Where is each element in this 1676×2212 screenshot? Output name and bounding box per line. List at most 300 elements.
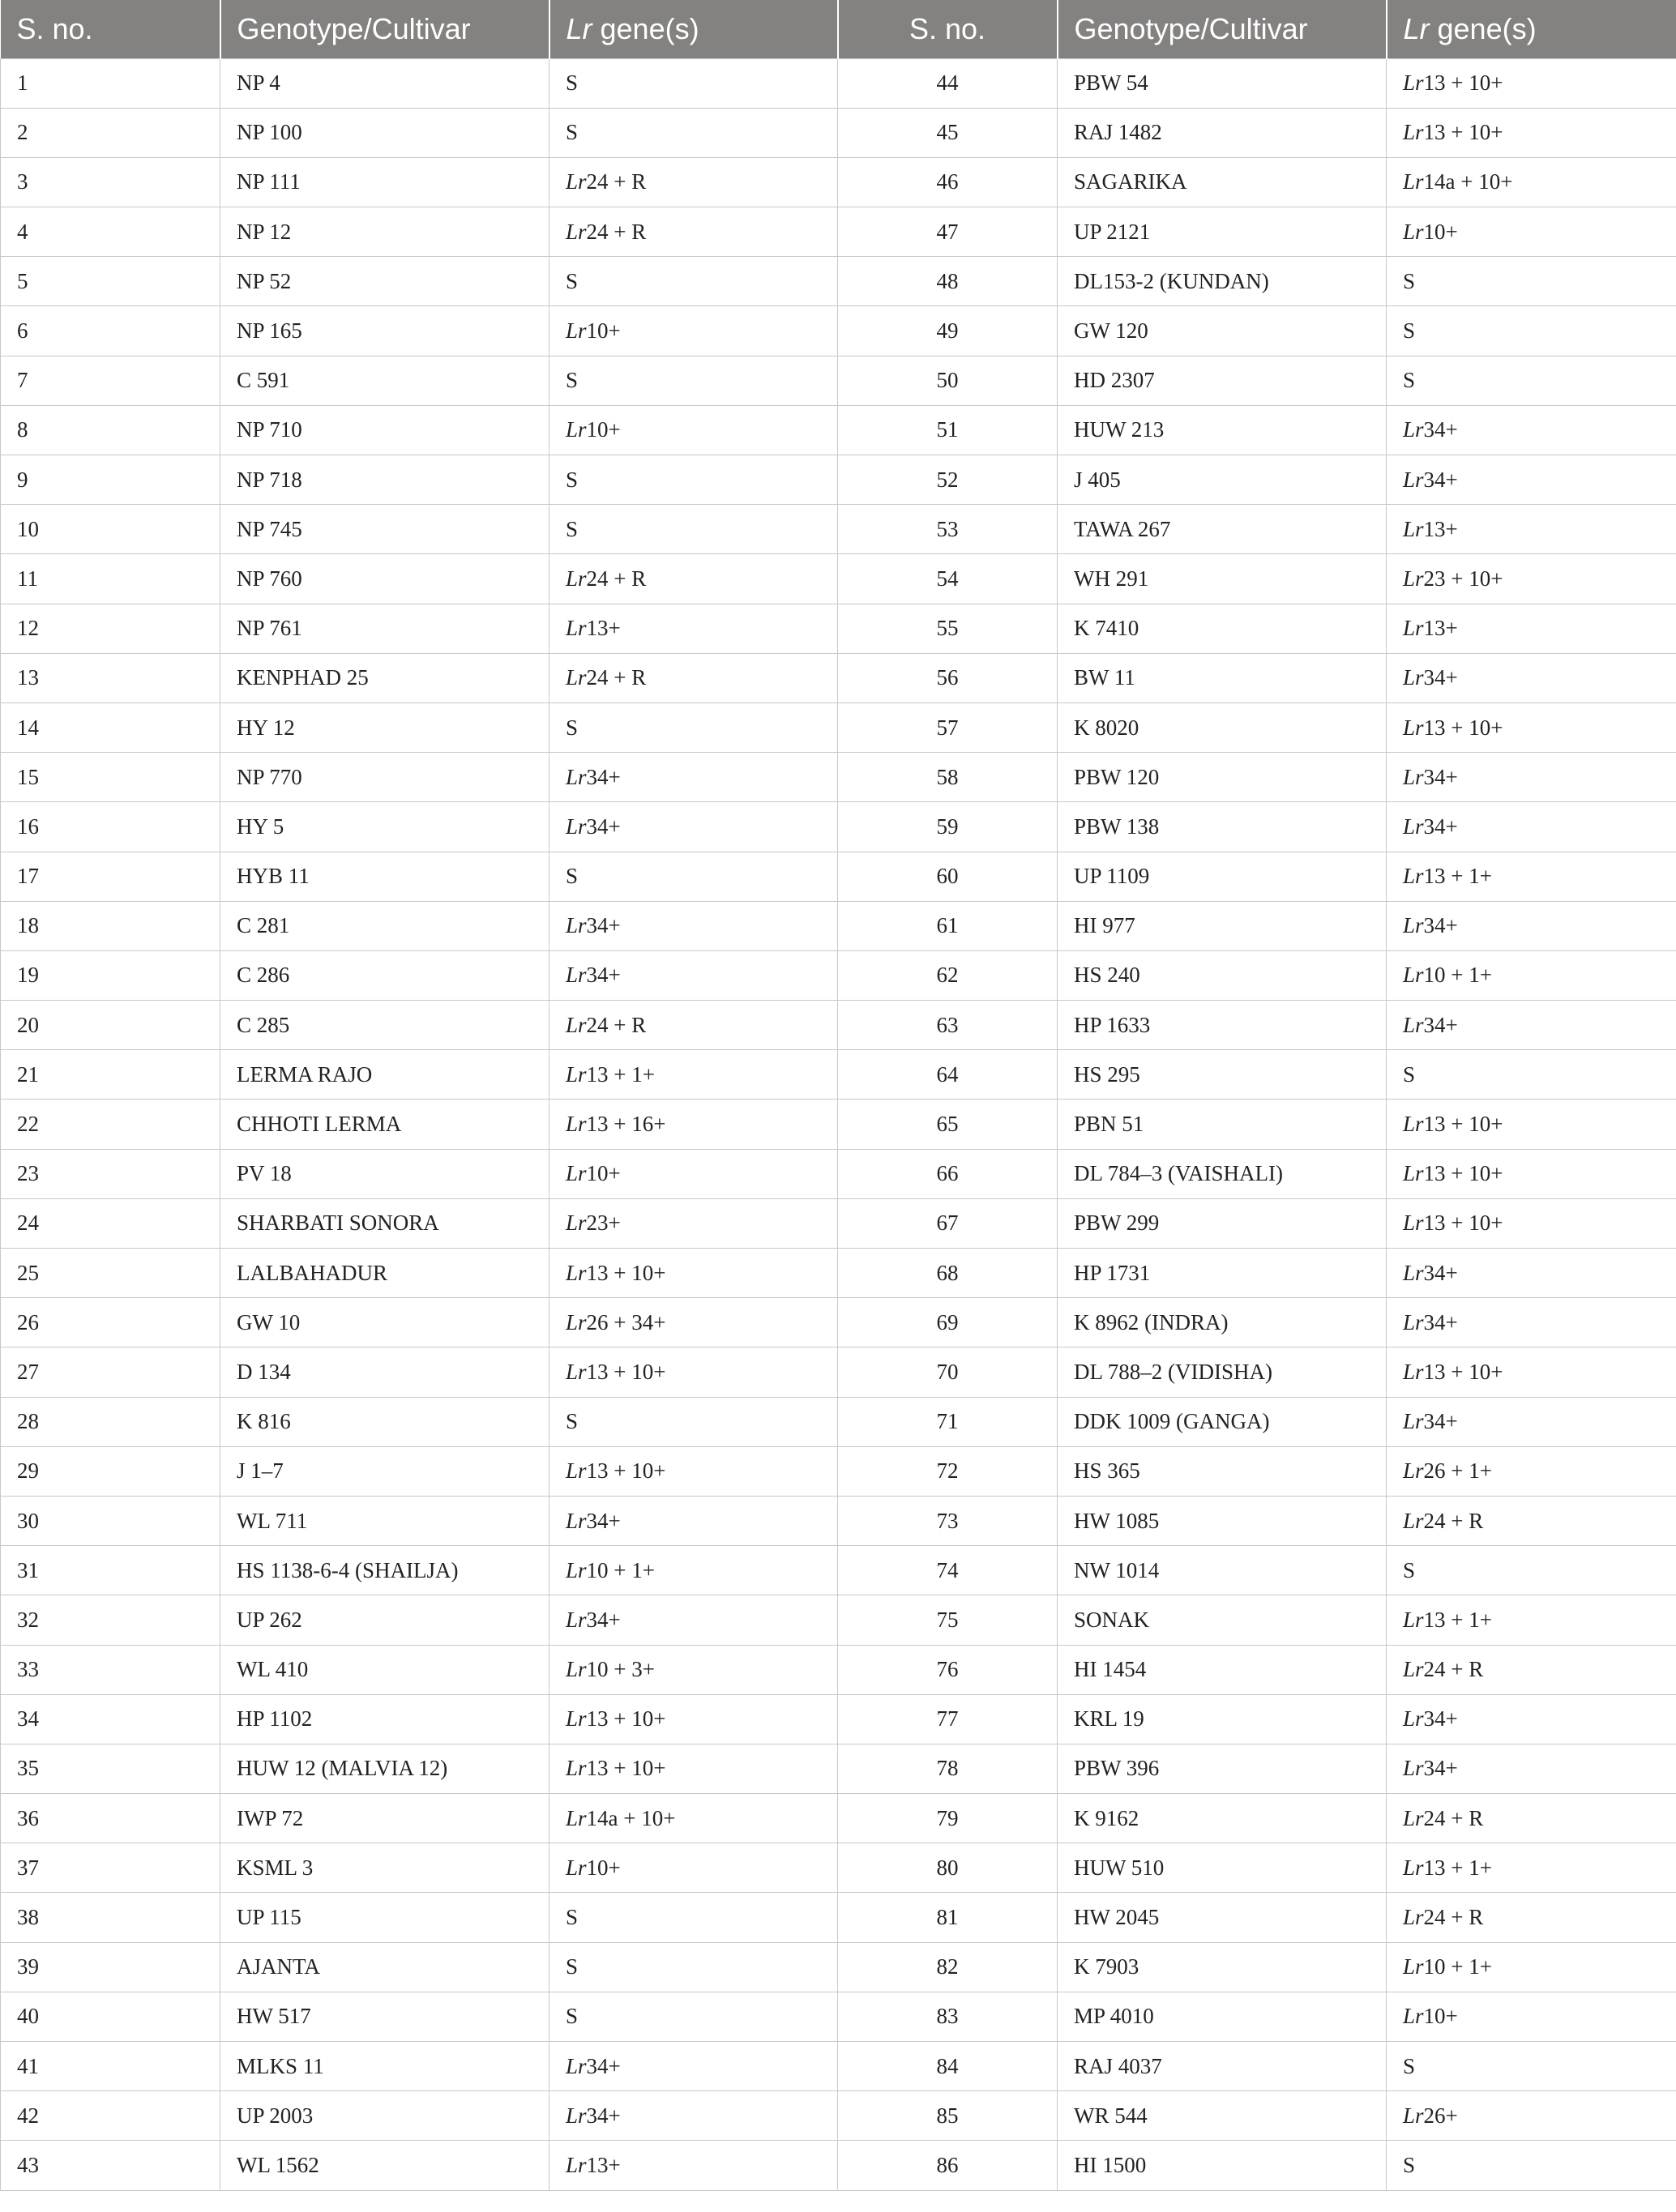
- cell-sno-right: 52: [838, 455, 1058, 505]
- cell-sno-right: 56: [838, 653, 1058, 702]
- cell-genotype-left: HP 1102: [220, 1694, 549, 1744]
- cell-genotype-left: UP 115: [220, 1893, 549, 1942]
- cell-lr-genes-left: S: [549, 257, 838, 306]
- cell-genotype-right: K 8962 (INDRA): [1058, 1298, 1387, 1347]
- cell-lr-genes-right: Lr34+: [1387, 1298, 1676, 1347]
- cell-genotype-left: AJANTA: [220, 1942, 549, 1992]
- cell-sno-left: 16: [1, 802, 220, 852]
- cell-sno-left: 24: [1, 1198, 220, 1248]
- cell-sno-left: 8: [1, 405, 220, 455]
- cell-lr-genes-left: Lr13 + 1+: [549, 1050, 838, 1100]
- cell-lr-genes-right: Lr13 + 10+: [1387, 58, 1676, 108]
- cell-genotype-left: NP 710: [220, 405, 549, 455]
- cell-sno-left: 37: [1, 1843, 220, 1893]
- table-row: [1, 1100, 1676, 1149]
- cell-genotype-right: SONAK: [1058, 1595, 1387, 1645]
- table-header: [1, 0, 1676, 58]
- cell-lr-genes-right: Lr13 + 10+: [1387, 1149, 1676, 1198]
- cell-lr-genes-left: S: [549, 852, 838, 901]
- cell-genotype-right: RAJ 1482: [1058, 108, 1387, 157]
- cell-sno-right: 86: [838, 2141, 1058, 2190]
- cell-genotype-right: DL 788–2 (VIDISHA): [1058, 1347, 1387, 1397]
- table-row: [1, 108, 1676, 157]
- table-row: [1, 1496, 1676, 1545]
- cell-lr-genes-left: S: [549, 58, 838, 108]
- cell-sno-left: 2: [1, 108, 220, 157]
- cell-genotype-left: MLKS 11: [220, 2042, 549, 2091]
- cell-genotype-left: C 281: [220, 901, 549, 950]
- cell-sno-left: 29: [1, 1446, 220, 1496]
- cell-sno-right: 58: [838, 753, 1058, 802]
- cell-genotype-left: C 591: [220, 356, 549, 405]
- cell-genotype-right: WR 544: [1058, 2091, 1387, 2141]
- cell-genotype-left: HUW 12 (MALVIA 12): [220, 1744, 549, 1793]
- cell-genotype-left: NP 111: [220, 157, 549, 207]
- cell-lr-genes-right: Lr24 + R: [1387, 1496, 1676, 1545]
- cell-genotype-right: HD 2307: [1058, 356, 1387, 405]
- cell-genotype-right: HI 977: [1058, 901, 1387, 950]
- cell-genotype-left: CHHOTI LERMA: [220, 1100, 549, 1149]
- cell-lr-genes-right: Lr13 + 1+: [1387, 852, 1676, 901]
- cell-genotype-left: UP 2003: [220, 2091, 549, 2141]
- cell-genotype-left: NP 12: [220, 207, 549, 257]
- table-row: [1, 1198, 1676, 1248]
- cell-lr-genes-left: Lr13 + 10+: [549, 1694, 838, 1744]
- cell-genotype-right: KRL 19: [1058, 1694, 1387, 1744]
- cell-lr-genes-right: Lr34+: [1387, 1001, 1676, 1050]
- cell-lr-genes-left: Lr13 + 10+: [549, 1744, 838, 1793]
- cell-sno-right: 46: [838, 157, 1058, 207]
- cell-lr-genes-right: Lr24 + R: [1387, 1645, 1676, 1694]
- cell-sno-right: 71: [838, 1397, 1058, 1446]
- cell-genotype-right: HUW 213: [1058, 405, 1387, 455]
- cell-lr-genes-right: Lr13 + 1+: [1387, 1595, 1676, 1645]
- cell-genotype-left: K 816: [220, 1397, 549, 1446]
- cell-sno-left: 3: [1, 157, 220, 207]
- cell-lr-genes-right: Lr34+: [1387, 455, 1676, 505]
- cell-sno-left: 42: [1, 2091, 220, 2141]
- cell-lr-genes-left: S: [549, 1893, 838, 1942]
- table-row: [1, 1397, 1676, 1446]
- table-row: [1, 455, 1676, 505]
- cell-sno-left: 14: [1, 702, 220, 752]
- table-row: [1, 1249, 1676, 1298]
- cell-sno-left: 10: [1, 505, 220, 554]
- cell-sno-left: 32: [1, 1595, 220, 1645]
- cell-lr-genes-left: Lr34+: [549, 901, 838, 950]
- cell-lr-genes-left: Lr10+: [549, 1843, 838, 1893]
- cell-lr-genes-right: S: [1387, 2141, 1676, 2190]
- table-row: [1, 1843, 1676, 1893]
- cell-lr-genes-left: Lr34+: [549, 2042, 838, 2091]
- table-row: [1, 1694, 1676, 1744]
- cell-genotype-right: SAGARIKA: [1058, 157, 1387, 207]
- cell-sno-right: 51: [838, 405, 1058, 455]
- cell-lr-genes-right: S: [1387, 1050, 1676, 1100]
- cell-genotype-right: K 9162: [1058, 1794, 1387, 1843]
- cell-genotype-right: TAWA 267: [1058, 505, 1387, 554]
- cell-sno-left: 13: [1, 653, 220, 702]
- cell-lr-genes-left: S: [549, 1397, 838, 1446]
- cell-lr-genes-left: Lr13 + 10+: [549, 1446, 838, 1496]
- table-row: [1, 1446, 1676, 1496]
- cell-genotype-left: KSML 3: [220, 1843, 549, 1893]
- table-body: [1, 58, 1676, 2190]
- cell-genotype-right: HI 1500: [1058, 2141, 1387, 2190]
- cell-lr-genes-right: Lr13+: [1387, 604, 1676, 653]
- cell-lr-genes-right: Lr13+: [1387, 505, 1676, 554]
- cell-genotype-right: HP 1731: [1058, 1249, 1387, 1298]
- cell-sno-right: 65: [838, 1100, 1058, 1149]
- cell-sno-left: 36: [1, 1794, 220, 1843]
- cell-lr-genes-right: Lr13 + 10+: [1387, 702, 1676, 752]
- cell-genotype-right: BW 11: [1058, 653, 1387, 702]
- cell-sno-left: 26: [1, 1298, 220, 1347]
- cell-genotype-left: NP 770: [220, 753, 549, 802]
- cell-genotype-left: C 286: [220, 950, 549, 1000]
- cell-sno-right: 74: [838, 1546, 1058, 1595]
- cell-genotype-left: NP 52: [220, 257, 549, 306]
- cell-lr-genes-left: Lr13 + 10+: [549, 1249, 838, 1298]
- cell-lr-genes-right: Lr24 + R: [1387, 1893, 1676, 1942]
- cell-sno-right: 70: [838, 1347, 1058, 1397]
- table-row: [1, 554, 1676, 604]
- cell-sno-right: 77: [838, 1694, 1058, 1744]
- cell-genotype-left: PV 18: [220, 1149, 549, 1198]
- cell-lr-genes-left: S: [549, 505, 838, 554]
- cell-lr-genes-left: S: [549, 108, 838, 157]
- table-row: [1, 901, 1676, 950]
- cell-genotype-left: J 1–7: [220, 1446, 549, 1496]
- table-row: [1, 1645, 1676, 1694]
- header-row: [1, 0, 1676, 58]
- table-row: [1, 802, 1676, 852]
- cell-lr-genes-right: Lr14a + 10+: [1387, 157, 1676, 207]
- cell-sno-left: 39: [1, 1942, 220, 1992]
- cell-lr-genes-left: S: [549, 455, 838, 505]
- cell-lr-genes-left: Lr34+: [549, 753, 838, 802]
- cell-sno-right: 59: [838, 802, 1058, 852]
- cell-sno-left: 18: [1, 901, 220, 950]
- cell-lr-genes-right: Lr10+: [1387, 1992, 1676, 2041]
- cell-lr-genes-left: Lr13 + 10+: [549, 1347, 838, 1397]
- cell-genotype-left: NP 100: [220, 108, 549, 157]
- cell-lr-genes-right: Lr34+: [1387, 1694, 1676, 1744]
- cell-sno-left: 43: [1, 2141, 220, 2190]
- cell-genotype-right: HP 1633: [1058, 1001, 1387, 1050]
- cell-sno-left: 19: [1, 950, 220, 1000]
- cell-sno-left: 33: [1, 1645, 220, 1694]
- cell-sno-left: 9: [1, 455, 220, 505]
- cell-sno-right: 57: [838, 702, 1058, 752]
- cell-lr-genes-left: S: [549, 1992, 838, 2041]
- cell-sno-right: 84: [838, 2042, 1058, 2091]
- cell-genotype-left: NP 4: [220, 58, 549, 108]
- cell-lr-genes-left: Lr34+: [549, 1496, 838, 1545]
- cell-genotype-left: WL 1562: [220, 2141, 549, 2190]
- cell-genotype-right: UP 2121: [1058, 207, 1387, 257]
- cell-lr-genes-right: Lr34+: [1387, 753, 1676, 802]
- cell-genotype-right: WH 291: [1058, 554, 1387, 604]
- cell-sno-right: 63: [838, 1001, 1058, 1050]
- cell-genotype-right: HS 295: [1058, 1050, 1387, 1100]
- cell-lr-genes-left: Lr26 + 34+: [549, 1298, 838, 1347]
- cell-sno-right: 82: [838, 1942, 1058, 1992]
- cell-sno-right: 85: [838, 2091, 1058, 2141]
- cell-lr-genes-right: S: [1387, 257, 1676, 306]
- cell-genotype-left: HS 1138-6-4 (SHAILJA): [220, 1546, 549, 1595]
- cell-sno-left: 5: [1, 257, 220, 306]
- cell-lr-genes-left: Lr34+: [549, 2091, 838, 2141]
- header-lr-genes-right: Lr gene(s): [1387, 0, 1676, 58]
- table-row: [1, 653, 1676, 702]
- cell-sno-left: 41: [1, 2042, 220, 2091]
- cell-sno-right: 78: [838, 1744, 1058, 1793]
- cell-lr-genes-right: Lr26 + 1+: [1387, 1446, 1676, 1496]
- cell-sno-left: 15: [1, 753, 220, 802]
- cell-sno-left: 23: [1, 1149, 220, 1198]
- cell-sno-right: 49: [838, 306, 1058, 356]
- cell-lr-genes-left: Lr34+: [549, 950, 838, 1000]
- header-sno-right: S. no.: [838, 0, 1058, 58]
- table-row: [1, 1001, 1676, 1050]
- cell-sno-right: 48: [838, 257, 1058, 306]
- cell-genotype-left: NP 718: [220, 455, 549, 505]
- cell-genotype-right: PBW 138: [1058, 802, 1387, 852]
- cell-sno-right: 72: [838, 1446, 1058, 1496]
- cell-sno-right: 83: [838, 1992, 1058, 2041]
- cell-lr-genes-left: Lr24 + R: [549, 1001, 838, 1050]
- cell-sno-right: 64: [838, 1050, 1058, 1100]
- table-row: [1, 1794, 1676, 1843]
- cell-sno-left: 17: [1, 852, 220, 901]
- cell-lr-genes-right: Lr24 + R: [1387, 1794, 1676, 1843]
- cell-lr-genes-left: Lr24 + R: [549, 554, 838, 604]
- cell-genotype-right: UP 1109: [1058, 852, 1387, 901]
- cell-sno-left: 21: [1, 1050, 220, 1100]
- cell-genotype-left: NP 745: [220, 505, 549, 554]
- cell-genotype-left: HW 517: [220, 1992, 549, 2041]
- cell-lr-genes-left: Lr24 + R: [549, 653, 838, 702]
- cell-lr-genes-right: S: [1387, 1546, 1676, 1595]
- cell-genotype-right: NW 1014: [1058, 1546, 1387, 1595]
- cell-genotype-left: SHARBATI SONORA: [220, 1198, 549, 1248]
- cell-sno-right: 62: [838, 950, 1058, 1000]
- cell-genotype-right: PBW 54: [1058, 58, 1387, 108]
- cell-genotype-left: HY 12: [220, 702, 549, 752]
- cell-genotype-left: UP 262: [220, 1595, 549, 1645]
- cell-genotype-right: GW 120: [1058, 306, 1387, 356]
- cell-genotype-left: WL 711: [220, 1496, 549, 1545]
- cell-sno-right: 76: [838, 1645, 1058, 1694]
- cell-lr-genes-left: Lr13+: [549, 2141, 838, 2190]
- cell-genotype-left: NP 165: [220, 306, 549, 356]
- header-genotype-left: Genotype/Cultivar: [220, 0, 549, 58]
- cell-lr-genes-right: Lr34+: [1387, 653, 1676, 702]
- cell-genotype-right: K 7410: [1058, 604, 1387, 653]
- cell-lr-genes-right: Lr34+: [1387, 405, 1676, 455]
- table-row: [1, 2091, 1676, 2141]
- cell-lr-genes-left: Lr24 + R: [549, 157, 838, 207]
- cell-sno-right: 69: [838, 1298, 1058, 1347]
- table-row: [1, 1744, 1676, 1793]
- cell-genotype-right: HUW 510: [1058, 1843, 1387, 1893]
- cell-lr-genes-right: Lr23 + 10+: [1387, 554, 1676, 604]
- cell-sno-left: 40: [1, 1992, 220, 2041]
- cell-lr-genes-right: Lr13 + 10+: [1387, 1347, 1676, 1397]
- cell-lr-genes-left: Lr23+: [549, 1198, 838, 1248]
- cell-lr-genes-right: Lr34+: [1387, 901, 1676, 950]
- cell-sno-left: 25: [1, 1249, 220, 1298]
- cell-lr-genes-right: Lr34+: [1387, 802, 1676, 852]
- cell-genotype-left: HY 5: [220, 802, 549, 852]
- table-row: [1, 1893, 1676, 1942]
- table-row: [1, 207, 1676, 257]
- cell-sno-left: 6: [1, 306, 220, 356]
- cell-lr-genes-left: S: [549, 1942, 838, 1992]
- table-row: [1, 157, 1676, 207]
- cell-genotype-right: MP 4010: [1058, 1992, 1387, 2041]
- cell-lr-genes-right: Lr13 + 1+: [1387, 1843, 1676, 1893]
- table-row: [1, 2042, 1676, 2091]
- cell-sno-right: 81: [838, 1893, 1058, 1942]
- cell-genotype-right: DDK 1009 (GANGA): [1058, 1397, 1387, 1446]
- cell-lr-genes-right: Lr10 + 1+: [1387, 1942, 1676, 1992]
- cell-genotype-right: RAJ 4037: [1058, 2042, 1387, 2091]
- cell-sno-right: 75: [838, 1595, 1058, 1645]
- table-row: [1, 306, 1676, 356]
- table-row: [1, 1347, 1676, 1397]
- cell-lr-genes-left: Lr13+: [549, 604, 838, 653]
- cell-lr-genes-left: Lr10+: [549, 405, 838, 455]
- cell-sno-left: 20: [1, 1001, 220, 1050]
- table-row: [1, 753, 1676, 802]
- table-row: [1, 405, 1676, 455]
- cell-lr-genes-right: Lr34+: [1387, 1744, 1676, 1793]
- table-row: [1, 1992, 1676, 2041]
- cell-genotype-right: DL153-2 (KUNDAN): [1058, 257, 1387, 306]
- cell-sno-left: 38: [1, 1893, 220, 1942]
- table-row: [1, 1050, 1676, 1100]
- table-row: [1, 505, 1676, 554]
- cell-genotype-left: KENPHAD 25: [220, 653, 549, 702]
- cell-lr-genes-left: Lr34+: [549, 802, 838, 852]
- cell-sno-left: 4: [1, 207, 220, 257]
- cell-genotype-right: HS 365: [1058, 1446, 1387, 1496]
- cell-genotype-right: HI 1454: [1058, 1645, 1387, 1694]
- cell-lr-genes-right: Lr10+: [1387, 207, 1676, 257]
- cell-genotype-right: HW 1085: [1058, 1496, 1387, 1545]
- cell-lr-genes-right: Lr34+: [1387, 1397, 1676, 1446]
- cell-sno-left: 22: [1, 1100, 220, 1149]
- cell-lr-genes-left: Lr14a + 10+: [549, 1794, 838, 1843]
- cell-sno-left: 28: [1, 1397, 220, 1446]
- cell-lr-genes-left: S: [549, 356, 838, 405]
- cell-genotype-right: K 7903: [1058, 1942, 1387, 1992]
- table-row: [1, 356, 1676, 405]
- table-row: [1, 1942, 1676, 1992]
- table-row: [1, 257, 1676, 306]
- table-row: [1, 2141, 1676, 2190]
- cell-sno-right: 60: [838, 852, 1058, 901]
- table-row: [1, 604, 1676, 653]
- cell-lr-genes-right: S: [1387, 306, 1676, 356]
- cell-lr-genes-left: S: [549, 702, 838, 752]
- cell-sno-right: 54: [838, 554, 1058, 604]
- cell-sno-right: 66: [838, 1149, 1058, 1198]
- cell-sno-left: 27: [1, 1347, 220, 1397]
- cell-lr-genes-right: Lr34+: [1387, 1249, 1676, 1298]
- cell-sno-right: 55: [838, 604, 1058, 653]
- cell-sno-left: 7: [1, 356, 220, 405]
- cell-sno-left: 31: [1, 1546, 220, 1595]
- cell-lr-genes-right: Lr10 + 1+: [1387, 950, 1676, 1000]
- table-row: [1, 1546, 1676, 1595]
- cell-sno-left: 12: [1, 604, 220, 653]
- table-row: [1, 950, 1676, 1000]
- cell-genotype-right: DL 784–3 (VAISHALI): [1058, 1149, 1387, 1198]
- cell-genotype-left: GW 10: [220, 1298, 549, 1347]
- cell-sno-right: 73: [838, 1496, 1058, 1545]
- cell-genotype-right: HW 2045: [1058, 1893, 1387, 1942]
- cell-sno-right: 44: [838, 58, 1058, 108]
- cell-sno-left: 35: [1, 1744, 220, 1793]
- cell-genotype-left: LERMA RAJO: [220, 1050, 549, 1100]
- cell-lr-genes-left: Lr13 + 16+: [549, 1100, 838, 1149]
- cell-sno-right: 61: [838, 901, 1058, 950]
- cell-sno-right: 50: [838, 356, 1058, 405]
- cell-sno-left: 1: [1, 58, 220, 108]
- cell-genotype-right: PBW 299: [1058, 1198, 1387, 1248]
- cell-lr-genes-left: Lr10 + 3+: [549, 1645, 838, 1694]
- cell-genotype-right: K 8020: [1058, 702, 1387, 752]
- cell-sno-left: 34: [1, 1694, 220, 1744]
- cell-lr-genes-right: Lr13 + 10+: [1387, 1198, 1676, 1248]
- table-row: [1, 1595, 1676, 1645]
- cell-genotype-right: HS 240: [1058, 950, 1387, 1000]
- table-row: [1, 852, 1676, 901]
- cell-sno-left: 11: [1, 554, 220, 604]
- cell-genotype-right: PBN 51: [1058, 1100, 1387, 1149]
- cell-sno-right: 67: [838, 1198, 1058, 1248]
- table-row: [1, 58, 1676, 108]
- cell-lr-genes-left: Lr24 + R: [549, 207, 838, 257]
- header-sno-left: S. no.: [1, 0, 220, 58]
- cell-lr-genes-right: S: [1387, 356, 1676, 405]
- cell-genotype-left: WL 410: [220, 1645, 549, 1694]
- cell-genotype-left: NP 761: [220, 604, 549, 653]
- cell-genotype-left: C 285: [220, 1001, 549, 1050]
- cell-genotype-left: LALBAHADUR: [220, 1249, 549, 1298]
- cell-sno-right: 79: [838, 1794, 1058, 1843]
- cell-sno-right: 53: [838, 505, 1058, 554]
- cell-genotype-right: PBW 396: [1058, 1744, 1387, 1793]
- cell-sno-right: 68: [838, 1249, 1058, 1298]
- cell-lr-genes-left: Lr10+: [549, 306, 838, 356]
- cell-genotype-left: NP 760: [220, 554, 549, 604]
- cell-lr-genes-right: Lr26+: [1387, 2091, 1676, 2141]
- table-row: [1, 1298, 1676, 1347]
- table-row: [1, 702, 1676, 752]
- cell-lr-genes-right: S: [1387, 2042, 1676, 2091]
- cell-genotype-right: PBW 120: [1058, 753, 1387, 802]
- header-genotype-right: Genotype/Cultivar: [1058, 0, 1387, 58]
- cell-genotype-left: D 134: [220, 1347, 549, 1397]
- cell-lr-genes-left: Lr10 + 1+: [549, 1546, 838, 1595]
- cell-sno-left: 30: [1, 1496, 220, 1545]
- cell-lr-genes-left: Lr10+: [549, 1149, 838, 1198]
- table-row: [1, 1149, 1676, 1198]
